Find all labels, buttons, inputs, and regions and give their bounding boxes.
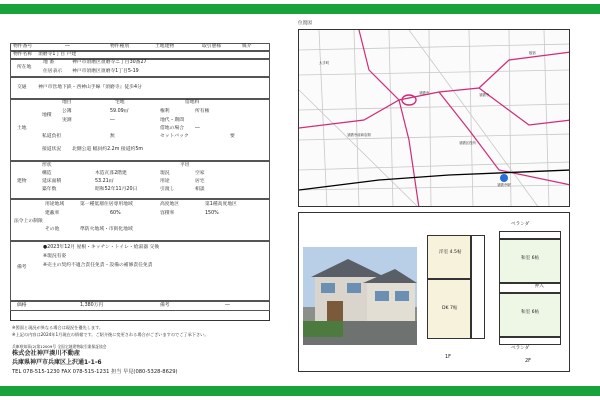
actual-value: ― xyxy=(110,118,115,123)
lease-label: 借地の場合 xyxy=(160,126,184,131)
balcony-bottom: ベランダ xyxy=(511,346,530,351)
right-label: 権利 xyxy=(160,109,170,114)
period-label: 地代・期間 xyxy=(160,118,184,123)
closet-label: 押入 xyxy=(535,284,544,289)
handover-value: 相談 xyxy=(195,187,205,192)
map-roads xyxy=(299,30,570,207)
use-value: 居宅 xyxy=(195,179,205,184)
ground-label: 借地料 xyxy=(185,100,200,105)
house-photo xyxy=(303,247,417,345)
balcony-top-area xyxy=(499,231,561,239)
remark-line-2: ※現況有姿 xyxy=(43,254,67,259)
floor-2-label: 2F xyxy=(525,358,532,364)
property-sheet xyxy=(10,34,270,324)
room-1f-a xyxy=(427,235,471,279)
number-value: ― xyxy=(65,44,70,49)
map-landmark-6: 板宿 xyxy=(529,51,536,55)
zone-label: 用途地域 xyxy=(45,202,65,207)
status-value: 空家 xyxy=(195,171,205,176)
room-2f-b-label: 和室 6帖 xyxy=(521,310,540,315)
balcony-top: ベランダ xyxy=(511,222,530,227)
bottom-green-bar xyxy=(0,386,600,396)
trade-value: 媒介 xyxy=(242,44,252,49)
lot-label: 地 番 xyxy=(43,60,55,65)
row-price xyxy=(10,301,270,311)
location-map xyxy=(298,29,570,207)
remark-line-3: ※売主の契約不適合責任免責・設備の補修責任免責 xyxy=(43,263,153,268)
area-label: 地積 xyxy=(42,113,52,118)
legal-section-label: 法令上の制限 xyxy=(14,219,43,224)
structure-label: 構造 xyxy=(42,171,52,176)
kind-value: 土地建物 xyxy=(155,44,175,49)
balcony-bottom-area xyxy=(499,337,561,345)
address-label: 住居表示 xyxy=(43,69,63,74)
map-landmark-2: 須磨寺前商店街 xyxy=(347,133,371,137)
company-contact: TEL 078-515-1230 FAX 078-515-1231 担当 早見(080-5328-8629) xyxy=(12,369,178,375)
shape-label: 形状 xyxy=(42,163,52,168)
height-value: 第1種高度地区 xyxy=(205,202,237,207)
structure-value: 木造瓦葺2階建 xyxy=(95,171,127,176)
note-line-1: ※図面と現況が異なる場合は現況を優先します。 xyxy=(12,325,104,330)
price-note-value: ― xyxy=(225,303,230,308)
room-1f-a-label: 洋室 4.5帖 xyxy=(439,250,462,255)
name-label: 物件名称 xyxy=(13,52,33,57)
price-value: 1,380万円 xyxy=(80,303,104,308)
bcr-value: 60% xyxy=(110,211,121,216)
land-section-label: 土地 xyxy=(17,126,27,131)
top-green-bar xyxy=(0,4,600,14)
name-value: 須磨寺1丁目 戸建 xyxy=(38,52,77,57)
remark-line-1: ●2023年12月 屋根・キッチン・トイレ・給湯器 交換 xyxy=(43,245,160,250)
photo-plan-panel xyxy=(298,212,570,372)
height-label: 高度地区 xyxy=(160,202,180,207)
floor-label: 延床面積 xyxy=(42,179,62,184)
room-2f-a-label: 和室 6帖 xyxy=(521,256,540,261)
right-value: 所有権 xyxy=(195,109,210,114)
built-label: 築年数 xyxy=(42,187,57,192)
floor-1-label: 1F xyxy=(445,354,452,360)
company-name: 株式会社神戸湊川不動産 xyxy=(12,350,81,357)
room-1f-b-label: DK 7帖 xyxy=(442,306,458,311)
setback-value: 要 xyxy=(230,134,235,139)
room-1f-side xyxy=(471,235,485,339)
adjacent-value: 北側公道 幅員約2.2m 接道約5m xyxy=(72,147,144,152)
closet-area xyxy=(499,283,561,293)
remarks-section-label: 備考 xyxy=(17,265,27,270)
lot-value: 神戸市須磨区須磨寺ニ丁目30番27 xyxy=(72,60,147,65)
price-label: 価格 xyxy=(17,303,27,308)
other-value: 準防火地域・市街化地域 xyxy=(80,227,133,232)
road-label: 私道負担 xyxy=(42,134,62,139)
handover-label: 引渡し xyxy=(160,187,175,192)
company-address: 兵庫県神戸市兵庫区上沢通1-1-6 xyxy=(12,359,102,366)
price-note-label: 備考 xyxy=(160,303,170,308)
other-label: その他 xyxy=(45,227,60,232)
map-landmark-7: 大手町 xyxy=(319,61,330,65)
far-value: 150% xyxy=(205,211,219,216)
map-title: 位置図 xyxy=(298,21,312,26)
row-number xyxy=(10,43,270,51)
traffic-value: 神戸市営地下鉄・西神山手線『須磨寺』徒歩4分 xyxy=(38,85,142,90)
map-landmark-5: 須磨区役所 xyxy=(459,141,476,145)
area-kind-label: 公簿 xyxy=(62,109,72,114)
address-value: 神戸市須磨区須磨寺1丁目5-19 xyxy=(72,69,139,74)
built-value: 昭和52年11月20日 xyxy=(95,187,138,192)
map-landmark-1: 須磨寺 xyxy=(479,93,490,97)
floor-value: 53.21㎡ xyxy=(95,179,114,184)
landcat-label: 地目 xyxy=(62,100,72,105)
use-label: 用途 xyxy=(160,179,170,184)
lease-value: ― xyxy=(195,126,200,131)
location-section-label: 所在地 xyxy=(17,65,32,70)
actual-label: 実測 xyxy=(62,118,72,123)
shape-value: 平坦 xyxy=(180,163,190,168)
bcr-label: 建蔽率 xyxy=(45,211,60,216)
adjacent-label: 接道状況 xyxy=(42,147,62,152)
status-label: 現況 xyxy=(160,171,170,176)
trade-label: 取引態様 xyxy=(202,44,222,49)
map-landmark-4: 須磨寺駅 xyxy=(497,183,511,187)
far-label: 容積率 xyxy=(160,211,175,216)
company-license: 兵庫県知事(2)第12009号 全国宅地建物取引業保証協会 xyxy=(12,344,107,349)
setback-label: セットバック xyxy=(160,134,189,139)
map-landmark-3: 須磨寺 xyxy=(419,91,430,95)
area-value: 59.09㎡ xyxy=(110,109,129,114)
traffic-label: 交通 xyxy=(17,85,27,90)
number-label: 物件番号 xyxy=(13,44,33,49)
building-section-label: 建物 xyxy=(17,179,27,184)
road-value: 無 xyxy=(110,134,115,139)
zone-value: 第一種低層住居専用地域 xyxy=(80,202,133,207)
note-line-2: ※上記の内容は2024年1月現在の情報です。ご紹介後に変更される場合がございますのでご了承下さい。 xyxy=(12,332,209,337)
kind-label: 物件種別 xyxy=(110,44,130,49)
landcat-value: 宅地 xyxy=(115,100,125,105)
